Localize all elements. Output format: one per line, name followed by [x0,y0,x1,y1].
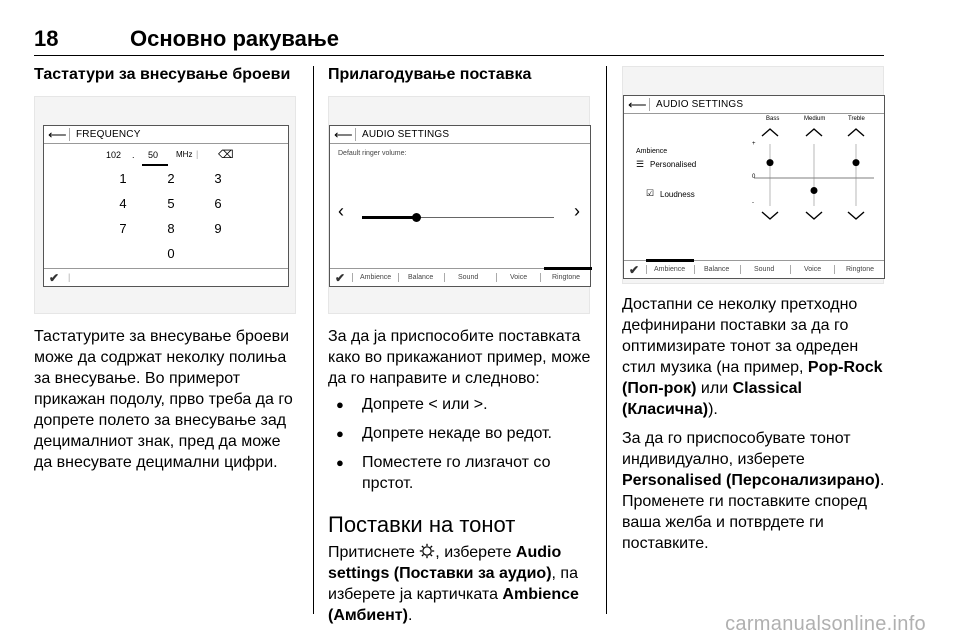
scale-plus-label: + [752,141,756,147]
volume-slider-knob[interactable] [412,213,421,222]
separator [69,128,70,141]
left-arrow-icon[interactable]: ⟵ [334,127,353,142]
ambience-screen [623,95,885,279]
bass-up-chevron-icon [762,129,778,136]
key-5[interactable]: 5 [167,196,175,211]
increase-chevron-icon[interactable]: › [574,201,580,221]
personalise-paragraph [622,428,892,554]
audio-settings-screen [329,125,591,287]
adjust-intro: За да ја приспособите поставката како во прикажаниот пример, може да го направите и следново: [328,328,591,387]
tab-ambience[interactable]: Ambience [360,274,392,281]
list-item: ● Допрете < или >. [328,394,598,415]
section-heading-tone: Поставки на тонот [328,512,516,537]
key-8[interactable]: 8 [167,221,175,236]
separator [444,273,445,282]
check-icon[interactable]: ✔ [335,271,346,285]
setting-label: Default ringer volume: [338,150,407,157]
personalised-option[interactable]: Personalised [650,160,697,169]
tab-voice[interactable]: Voice [804,266,822,273]
backspace-icon[interactable]: ⌫ [218,149,234,161]
tab-sound[interactable]: Sound [754,266,775,273]
key-7[interactable]: 7 [119,221,127,236]
ambience-screenshot [622,66,884,284]
check-icon[interactable]: ✔ [49,271,60,285]
tone-instructions [328,542,598,626]
decrease-chevron-icon[interactable]: ‹ [338,201,344,221]
tab-sound[interactable]: Sound [458,274,479,281]
text-span: , изберете [435,544,516,561]
frequency-screen [43,125,289,287]
screen-title: AUDIO SETTINGS [362,129,450,140]
section-heading-keypads: Тастатури за внесување броеви [34,66,291,83]
tab-voice[interactable]: Voice [510,274,528,281]
text-span: или [696,380,733,397]
separator [352,273,353,282]
loudness-checkbox-icon[interactable]: ☑ [646,188,655,198]
separator [646,265,647,274]
treble-down-chevron-icon [848,212,864,219]
treble-up-chevron-icon [848,129,864,136]
screen-title: FREQUENCY [76,129,141,140]
text-span: ). [708,401,718,418]
frequency-decimal-field[interactable]: 50 [148,150,159,160]
audio-settings-term: Audio settings (Поставки за аудио) [328,544,562,582]
check-icon[interactable]: ✔ [629,263,640,277]
list-item: ● Допрете некаде во редот. [328,423,598,444]
bass-label: Bass [766,116,780,122]
screen-bottom-bar [44,268,288,286]
presets-paragraph [622,294,892,420]
key-0[interactable]: 0 [167,246,175,261]
key-3[interactable]: 3 [214,171,222,186]
screen-title-bar [330,126,590,144]
medium-up-chevron-icon [806,129,822,136]
classical-term: Classical (Класична) [622,380,802,418]
bass-down-chevron-icon [762,212,778,219]
separator [496,273,497,282]
pop-rock-term: Pop-Rock (Поп-рок) [622,359,883,397]
key-2[interactable]: 2 [167,171,175,186]
separator: | [68,272,71,282]
scale-zero-label: 0 [752,174,756,180]
list-item: ● Поместете го лизгачот со прстот. [328,452,598,494]
volume-slider-fill [362,216,416,219]
active-tab-indicator [544,267,592,270]
unit-label: MHz [176,150,193,159]
medium-label: Medium [804,116,826,122]
column-3 [622,66,892,554]
screen-title: AUDIO SETTINGS [656,99,744,110]
text-span: , па изберете ја картичката [328,565,578,603]
medium-level-knob [811,187,818,194]
separator: | [196,149,199,159]
separator [790,265,791,274]
adjust-steps [328,394,598,494]
settings-gear-icon [419,543,435,559]
bass-level-knob [767,159,774,166]
ambience-label: Ambience [636,148,668,155]
text-span: . [407,607,413,624]
tab-ringtone[interactable]: Ringtone [552,274,581,281]
text-span: Притиснете [328,544,420,561]
ambience-term: Ambience (Амбиент) [328,586,579,624]
keypad-description: Тастатурите за внесување броеви може да содржат неколку полиња за внесување. Во примерот прикажан подолу, прво треба да го допрете полето за внесување зад децималниот знак, пред да може да внесувате децимални цифри. [34,328,293,471]
tab-bar [330,268,590,286]
separator [694,265,695,274]
separator [740,265,741,274]
active-field-underline [142,164,168,166]
key-4[interactable]: 4 [119,196,127,211]
active-tab-indicator [646,259,694,262]
medium-down-chevron-icon [806,212,822,219]
left-arrow-icon[interactable]: ⟵ [48,127,67,142]
volume-slider-track[interactable] [362,217,554,218]
list-icon: ☰ [636,159,645,169]
personalised-term: Personalised (Персонализирано) [622,472,881,489]
separator [834,265,835,274]
separator [398,273,399,282]
text-span: . Променете ги поставките според ваша желба и потврдете ги поставките. [622,472,885,552]
treble-label: Treble [848,116,865,122]
tab-ambience[interactable]: Ambience [654,266,686,273]
tab-balance[interactable]: Balance [408,274,434,281]
frequency-screenshot [34,96,296,314]
key-6[interactable]: 6 [214,196,222,211]
key-1[interactable]: 1 [119,171,127,186]
text-span: Достапни се неколку претходно дефинирани поставки за да го оптимизирате тонот за одреден стил музика (на пример, [622,296,859,376]
frequency-integer-field[interactable]: 102 [106,150,122,160]
tab-ringtone[interactable]: Ringtone [846,266,875,273]
column-divider [313,66,314,614]
equalizer-graphic [624,96,886,280]
text-span: За да го приспособувате тонот индивидуално, изберете [622,430,851,468]
treble-level-knob [853,159,860,166]
section-heading-adjust: Прилагодување поставка [328,66,532,83]
scale-minus-label: - [752,200,754,206]
separator [540,273,541,282]
key-9[interactable]: 9 [214,221,222,236]
ringer-volume-screenshot [328,96,590,314]
page-title: Основно ракување [130,26,339,51]
column-2 [328,66,598,626]
screen-title-bar [44,126,288,144]
left-arrow-icon[interactable]: ⟵ [628,97,647,112]
loudness-label: Loudness [660,190,695,199]
tab-bar [624,260,884,278]
column-1 [34,66,296,473]
watermark: carmanualsonline.info [725,613,926,635]
tab-balance[interactable]: Balance [704,266,730,273]
decimal-point: . [132,150,135,160]
page-header [34,26,884,56]
page-number: 18 [34,26,59,51]
column-divider [606,66,607,614]
separator [355,128,356,141]
